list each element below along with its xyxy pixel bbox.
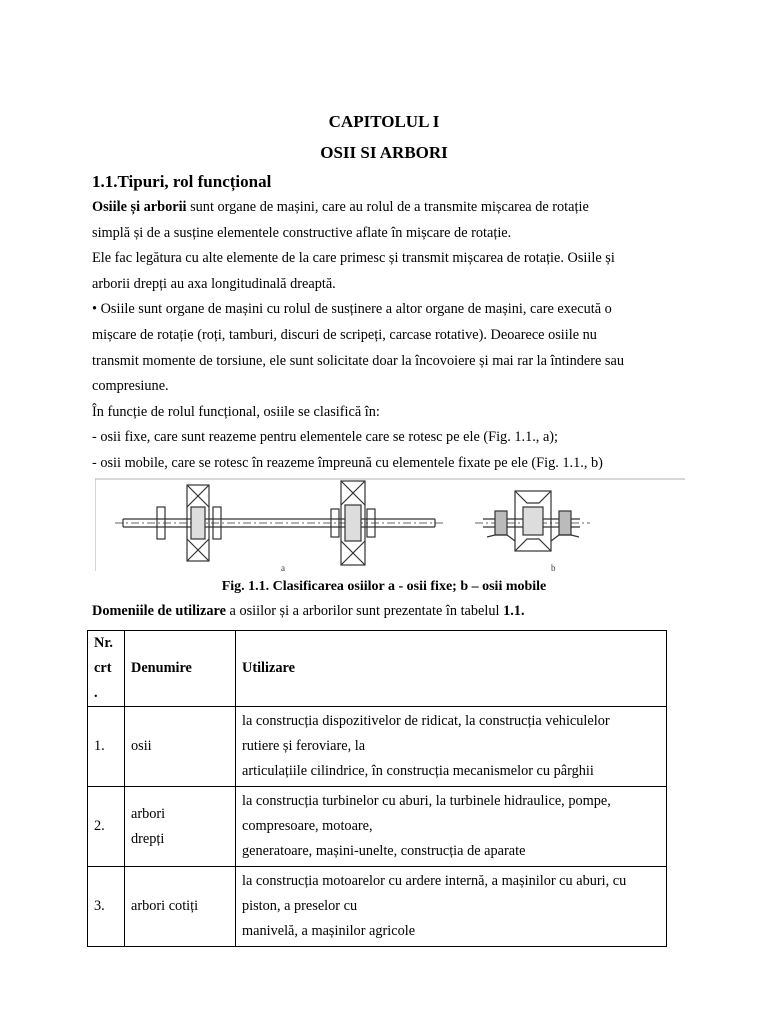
figure-caption: Fig. 1.1. Clasificarea osiilor a - osii fixe; b – osii mobile — [221, 579, 547, 594]
figure-label-b: b — [551, 563, 556, 573]
header-nr-line: . — [94, 685, 98, 701]
header-nr-line: Nr. — [94, 635, 113, 651]
header-utilizare: Utilizare — [236, 631, 667, 707]
utilizare-line: manivelă, a mașinilor agricole — [242, 923, 416, 939]
table-row — [88, 867, 667, 947]
figure-label-a: a — [281, 563, 285, 573]
paragraph-3-line-2: mișcare de rotație (roți, tamburi, discuri de scripeți, carcase rotative). Deoarece osiile nu — [92, 326, 597, 343]
utilizare-line: articulațiile cilindrice, în construcția mecanismelor cu pârghii — [242, 763, 594, 779]
paragraph-text: sunt organe de mașini, care au rolul de a transmite mișcarea de rotație — [186, 199, 589, 215]
bold-term: Domeniile de utilizare — [92, 603, 226, 619]
cell-utilizare — [236, 707, 667, 787]
utilizare-line: rutiere și feroviare, la — [242, 738, 366, 754]
axle-figure — [95, 477, 685, 573]
bold-term: Osiile și arborii — [92, 199, 187, 215]
utilizare-line: la construcția dispozitivelor de ridicat, la construcția vehiculelor — [242, 713, 610, 729]
utilizare-line: la construcția turbinelor cu aburi, la turbinele hidraulice, pompe, — [242, 793, 611, 809]
fixed-axle-drawing — [115, 481, 445, 565]
paragraph-2-line-2: arborii drepți au axa longitudinală dreaptă. — [92, 275, 336, 292]
table-intro — [92, 603, 525, 620]
cell-nr: 3. — [88, 867, 125, 947]
header-denumire: Denumire — [125, 631, 236, 707]
chapter-heading: CAPITOLUL I — [328, 112, 440, 131]
table-reference: 1.1. — [503, 603, 525, 619]
mobile-axle-drawing — [475, 491, 590, 551]
denumire-line: arbori cotiți — [131, 898, 199, 914]
cell-utilizare — [236, 787, 667, 867]
table-header-row — [88, 631, 667, 707]
paragraph-3-line-4: compresiune. — [92, 378, 169, 395]
cell-denumire — [125, 787, 236, 867]
list-item-mobile-axles: - osii mobile, care se rotesc în reazeme împreună cu elementele fixate pe ele (Fig. 1.1., b) — [92, 454, 603, 471]
cell-denumire — [125, 867, 236, 947]
cell-denumire — [125, 707, 236, 787]
header-nr-line: crt — [94, 660, 112, 676]
cell-utilizare — [236, 867, 667, 947]
utilizare-line: piston, a preselor cu — [242, 898, 358, 914]
cell-nr: 2. — [88, 787, 125, 867]
denumire-line: osii — [131, 738, 152, 754]
table-row — [88, 787, 667, 867]
header-nr-crt — [88, 631, 125, 707]
paragraph-1-line-1 — [92, 195, 682, 221]
table-row — [88, 707, 667, 787]
body-text — [92, 195, 682, 477]
chapter-title: OSII SI ARBORI — [320, 143, 448, 162]
usage-table — [87, 630, 667, 947]
denumire-line: arbori — [131, 805, 166, 822]
paragraph-1-line-2: simplă și de a susține elementele constructive aflate în mișcare de rotație. — [92, 224, 512, 241]
denumire-line: drepți — [131, 830, 165, 847]
cell-nr: 1. — [88, 707, 125, 787]
section-title: 1.1.Tipuri, rol funcțional — [92, 172, 272, 191]
paragraph-2-line-1: Ele fac legătura cu alte elemente de la care primesc și transmit mișcarea de rotație. Osiile și — [92, 250, 615, 267]
utilizare-line: generatoare, mașini-unelte, construcția de aparate — [242, 843, 526, 859]
list-item-fixed-axles: - osii fixe, care sunt reazeme pentru elementele care se rotesc pe ele (Fig. 1.1., a); — [92, 429, 559, 446]
paragraph-3-line-1: • Osiile sunt organe de mașini cu rolul de susținere a altor organe de mașini, care execută o — [92, 301, 612, 318]
intro-text: a osiilor și a arborilor sunt prezentate în tabelul — [225, 603, 504, 619]
paragraph-3-line-3: transmit momente de torsiune, ele sunt solicitate doar la încovoiere și mai rar la întindere sau — [92, 352, 624, 369]
paragraph-4: În funcție de rolul funcțional, osiile se clasifică în: — [92, 403, 380, 420]
utilizare-line: compresoare, motoare, — [242, 818, 373, 834]
utilizare-line: la construcția motoarelor cu ardere internă, a mașinilor cu aburi, cu — [242, 873, 627, 889]
